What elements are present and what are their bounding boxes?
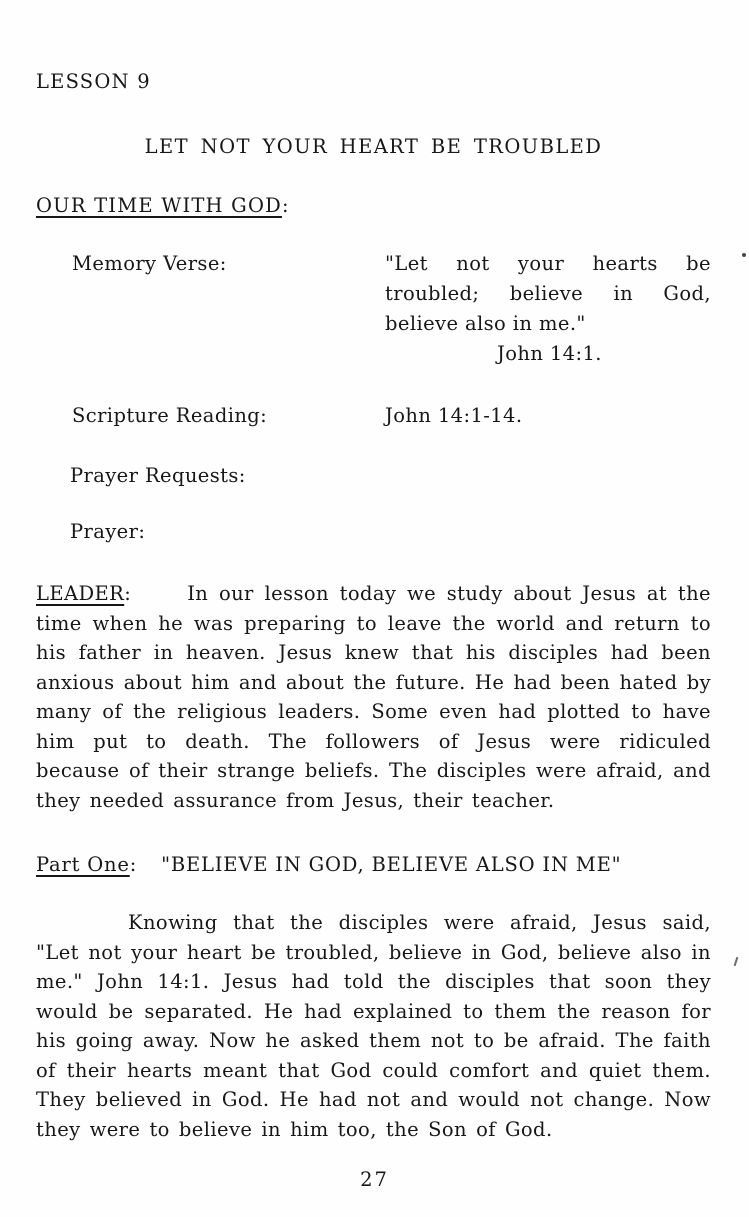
prayer-requests-label: Prayer Requests: [70,464,246,487]
leader-paragraph [36,579,711,815]
memory-verse-text-block [385,249,711,369]
leader-label: LEADER [36,582,125,605]
leader-paragraph-text: In our lesson today we study about Jesus at the time when he was preparing to leave the world and return to his father in heaven. Jesus knew that his disciples had been anxious about him and about the future. He had been hated by many of the religious leaders. Some even had plotted to have him put to death. The followers of Jesus were ridiculed because of their strange beliefs. The disciples were afraid, and they needed assurance from Jesus, their teacher. [36,582,711,812]
memory-verse-line-2: troubled; believe in God, [385,282,711,305]
memory-verse-row [36,249,711,369]
scripture-reading-value: John 14:1-14. [385,404,523,427]
memory-verse-line-1: "Let not your hearts be [385,252,711,275]
leader-colon: : [124,582,132,605]
section-heading-colon: : [281,194,290,217]
part-one-heading-text: "BELIEVE IN GOD, BELIEVE ALSO IN ME" [161,853,622,876]
part-one-paragraph: Knowing that the disciples were afraid, Jesus said, "Let not your heart be troubled, believe in God, believe also in me." John 14:1. Jesus had told the disciples that soon they would be separated. He had explained to them the reason for his going away. Now he asked them not to be afraid. The faith of their hearts meant that God could comfort and quiet them. They believed in God. He had not and would not change. Now they were to believe in him too, the Son of God. [36,911,711,1141]
page-number: 27 [360,1168,389,1191]
scan-artifact-tick [734,957,739,966]
scripture-reading-row [36,401,711,431]
section-heading-text: OUR TIME WITH GOD [36,194,282,217]
lesson-title: LET NOT YOUR HEART BE TROUBLED [144,135,603,158]
lesson-number-label: LESSON 9 [36,70,151,93]
memory-verse-label: Memory Verse: [72,252,227,275]
part-one-colon: : [129,853,138,876]
memory-verse-citation: John 14:1. [497,342,602,365]
scripture-reading-label: Scripture Reading: [72,404,268,427]
part-one-label: Part One [36,853,130,876]
scan-artifact-dot [742,253,746,257]
memory-verse-line-3: believe also in me." [385,312,586,335]
part-one-heading [36,853,711,876]
prayer-label: Prayer: [70,520,146,543]
section-heading-our-time-with-god [36,194,711,217]
